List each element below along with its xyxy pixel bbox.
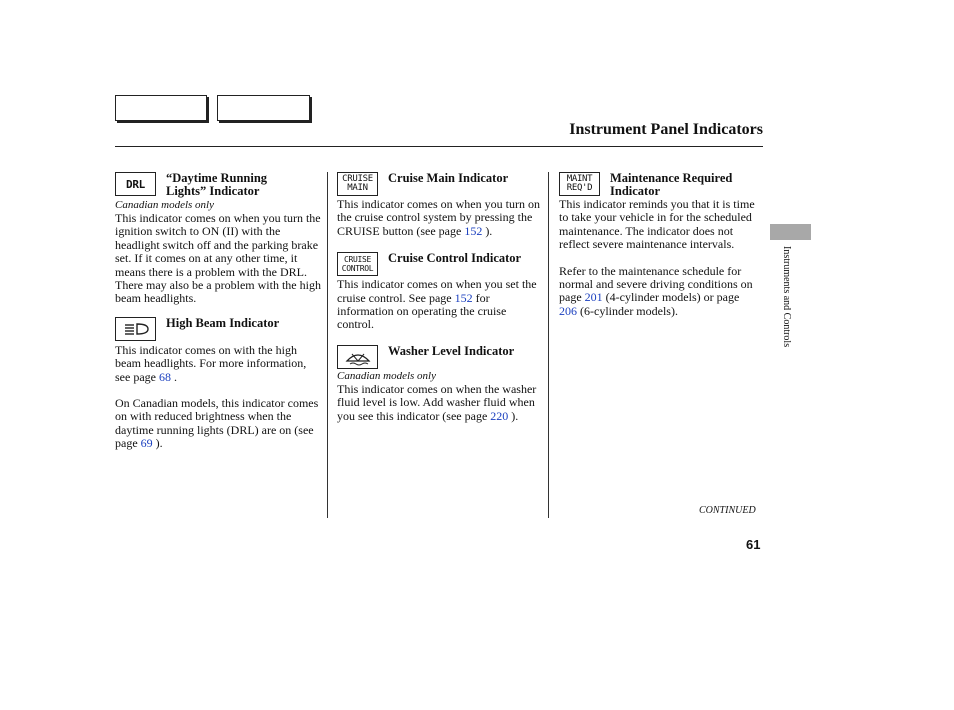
washer-level-note: Canadian models only xyxy=(337,369,436,382)
page-link[interactable]: 69 xyxy=(140,436,153,451)
high-beam-body: This indicator comes on with the high beam headlights. For more information, see page 68 . xyxy=(115,342,307,384)
maintenance-body: This indicator reminds you that it is time to take your vehicle in for the scheduled maintenance. The indicator does not reflect severe maintenance intervals. xyxy=(559,197,755,252)
maintenance-body-2: Refer to the maintenance schedule for normal and severe driving conditions on page 201 (4-cylinder models) or page 206 (6-cylinder models). xyxy=(559,263,753,318)
cruise-control-body: This indicator comes on when you set the cruise control. See page 152 for information on operating the cruise control. xyxy=(337,277,537,332)
washer-level-icon xyxy=(337,345,378,369)
page-number: 61 xyxy=(746,537,761,552)
page-link[interactable]: 201 xyxy=(584,290,603,305)
high-beam-body-2: On Canadian models, this indicator comes on with reduced brightness when the daytime running lights (DRL) are on (see page 69 ). xyxy=(115,396,319,451)
page-link[interactable]: 206 xyxy=(559,303,577,318)
maint-reqd-icon: MAINT REQ'D xyxy=(559,172,600,196)
nav-button-next[interactable] xyxy=(217,95,310,121)
washer-level-title: Washer Level Indicator xyxy=(388,343,515,358)
column-divider xyxy=(548,172,549,518)
maintenance-title: Maintenance Required Indicator xyxy=(610,171,733,198)
column-1 xyxy=(115,172,321,451)
page-link[interactable]: 152 xyxy=(454,290,473,305)
page-link[interactable]: 68 xyxy=(158,369,171,384)
column-divider xyxy=(327,172,328,518)
column-2 xyxy=(337,172,543,423)
cruise-control-heading xyxy=(337,252,543,276)
page-link[interactable]: 152 xyxy=(464,223,483,238)
page-title: Instrument Panel Indicators xyxy=(569,121,763,138)
continued-label: CONTINUED xyxy=(699,505,756,516)
column-3 xyxy=(559,172,757,318)
section-tab[interactable] xyxy=(770,224,811,240)
cruise-main-title: Cruise Main Indicator xyxy=(388,171,509,185)
washer-level-heading xyxy=(337,345,543,369)
drl-note: Canadian models only xyxy=(115,199,214,211)
drl-heading xyxy=(115,172,321,198)
washer-level-body: This indicator comes on when the washer fluid level is low. Add washer fluid when you see this indicator (see page 220 ). xyxy=(337,381,537,423)
high-beam-heading xyxy=(115,317,321,341)
cruise-main-body: This indicator comes on when you turn on the cruise control system by pressing the CRUISE button (see page 152 ). xyxy=(337,197,540,238)
drl-title: “Daytime Running Lights” Indicator xyxy=(166,171,268,198)
cruise-control-title: Cruise Control Indicator xyxy=(388,251,522,266)
cruise-control-icon: CRUISE CONTROL xyxy=(337,252,378,276)
page-link[interactable]: 220 xyxy=(490,408,509,423)
nav-button-previous[interactable] xyxy=(115,95,207,121)
drl-icon: DRL xyxy=(115,172,156,196)
maintenance-heading xyxy=(559,172,757,198)
cruise-main-heading xyxy=(337,172,543,196)
cruise-main-icon: CRUISE MAIN xyxy=(337,172,378,196)
high-beam-title: High Beam Indicator xyxy=(166,315,280,330)
section-label: Instruments and Controls xyxy=(781,246,792,348)
high-beam-icon xyxy=(115,317,156,341)
drl-body: This indicator comes on when you turn the ignition switch to ON (II) with the headlight switch off and the parking brake set. If it comes on at any other time, it means there is a problem with the DRL. There may also be a problem with the high beam headlights. xyxy=(115,211,321,306)
title-divider xyxy=(115,146,763,147)
